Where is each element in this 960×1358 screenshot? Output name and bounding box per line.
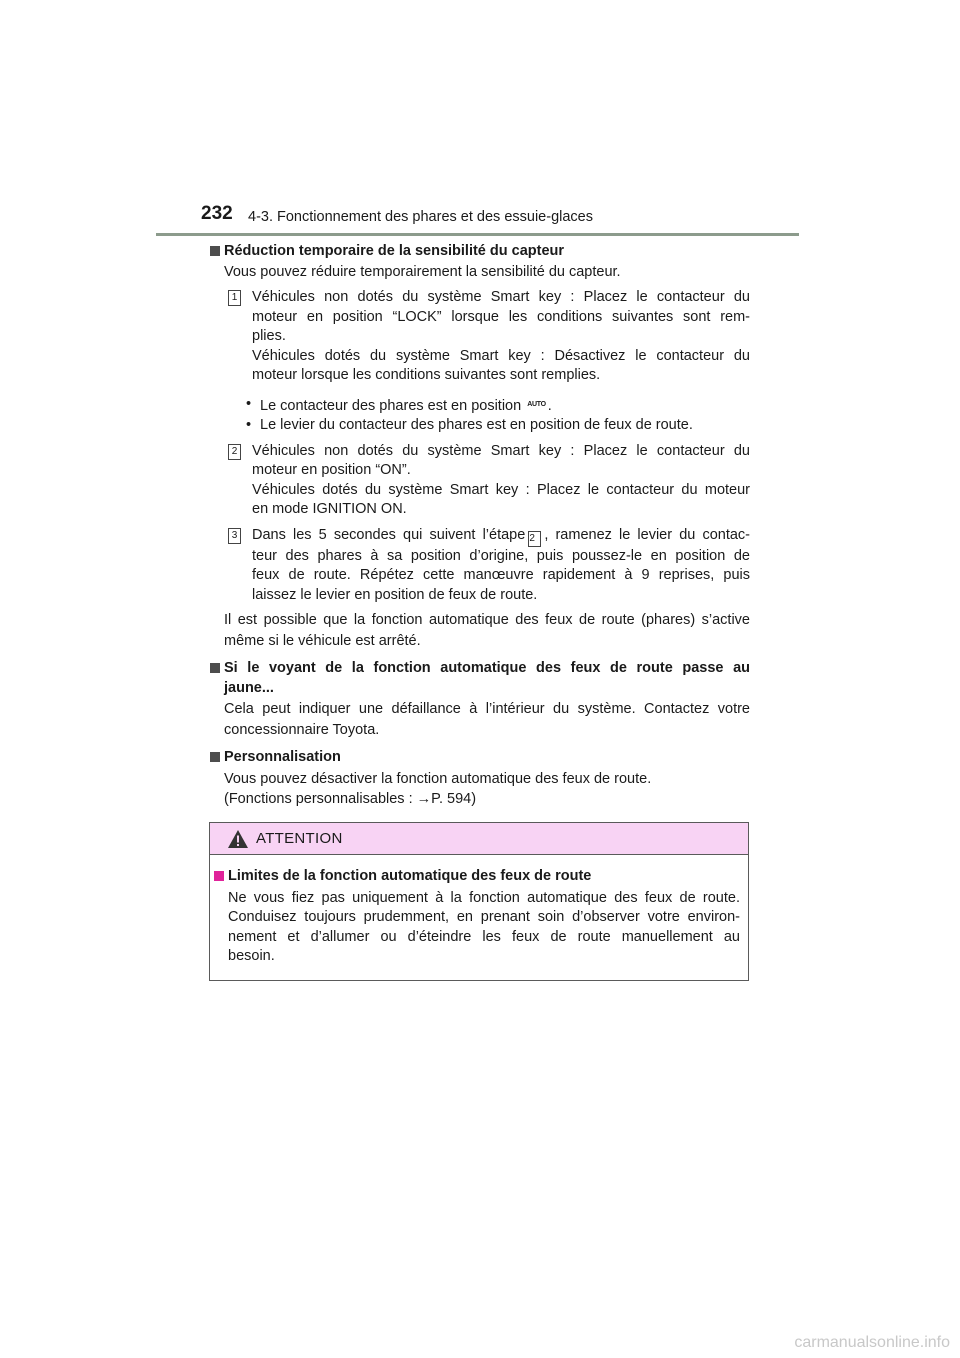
square-bullet-icon [210, 752, 220, 762]
main-content [210, 242, 750, 810]
step-number-badge: 1 [228, 290, 241, 306]
warning-box [209, 822, 749, 981]
square-bullet-icon [210, 663, 220, 673]
step-1: 1 Véhicules non dotés du système Smart key : Placez le contacteur du moteur en position “LOCK” lorsque les conditions suivantes sont rem- plies. Véhicules dotés du système Smart key : Désactivez le contacteur du moteur lorsque les conditions suivantes sont remplies. [210, 288, 750, 386]
headlight-auto-icon: AUTO [527, 400, 546, 408]
paragraph: concessionnaire Toyota. [224, 721, 380, 738]
watermark: carmanualsonline.info [794, 1334, 950, 1351]
warning-body: Limites de la fonction automatique des feux de route Ne vous fiez pas uniquement à la fonction automatique des feux de route. Conduisez toujours prudemment, en prenant soin d’observer votre environ- nement et d’allumer ou d’éteindre les feux de route manuellement au besoin. [210, 855, 748, 967]
paragraph: (Fonctions personnalisables : →P. 594) [224, 791, 477, 807]
section-title: Réduction temporaire de la sensibilité du capteur [210, 242, 750, 262]
step-2: 2 Véhicules non dotés du système Smart key : Placez le contacteur du moteur en position “ON”. Véhicules dotés du système Smart key : Placez le contacteur du moteur en mode IGNITION ON. [210, 442, 750, 520]
paragraph: Il est possible que la fonction automatique des feux de route (phares) s’active [224, 612, 750, 628]
warning-label: ATTENTION [256, 830, 343, 847]
warning-triangle-icon [227, 829, 249, 849]
section-title: Personnalisation [210, 748, 750, 768]
list-item: • Le levier du contacteur des phares est en position de feux de route. [246, 416, 750, 436]
square-bullet-icon [214, 871, 224, 881]
list-item: • Le contacteur des phares est en position AUTO . [246, 395, 750, 417]
condition-list [210, 395, 750, 436]
square-bullet-icon [210, 246, 220, 256]
paragraph: même si le véhicule est arrêté. [224, 632, 421, 649]
step-number-badge: 2 [228, 444, 241, 460]
warning-header [210, 823, 748, 855]
paragraph: Vous pouvez réduire temporairement la sensibilité du capteur. [224, 263, 621, 280]
step-number-badge: 3 [228, 528, 241, 544]
step-reference-badge: 2 [528, 531, 541, 547]
header-divider [156, 233, 799, 236]
arrow-right-icon: → [416, 791, 432, 807]
paragraph: Vous pouvez désactiver la fonction automatique des feux de route. [224, 770, 652, 787]
warning-title: Limites de la fonction automatique des feux de route [214, 867, 740, 887]
paragraph: Cela peut indiquer une défaillance à l’intérieur du système. Contactez votre [224, 701, 750, 717]
step-3: 3 Dans les 5 secondes qui suivent l’étape 2 , ramenez le levier du contac- teur des phares à sa position d’origine, puis poussez-le en position de feux de route. Répétez cette manœuvre rapidement à 9 reprises, puis laissez le levier en position de feux de route. [210, 526, 750, 606]
page-number: 232 [201, 203, 233, 224]
section-title: Si le voyant de la fonction automatique des feux de route passe au jaune... [210, 659, 750, 698]
chapter-title: 4-3. Fonctionnement des phares et des essuie-glaces [248, 209, 593, 225]
